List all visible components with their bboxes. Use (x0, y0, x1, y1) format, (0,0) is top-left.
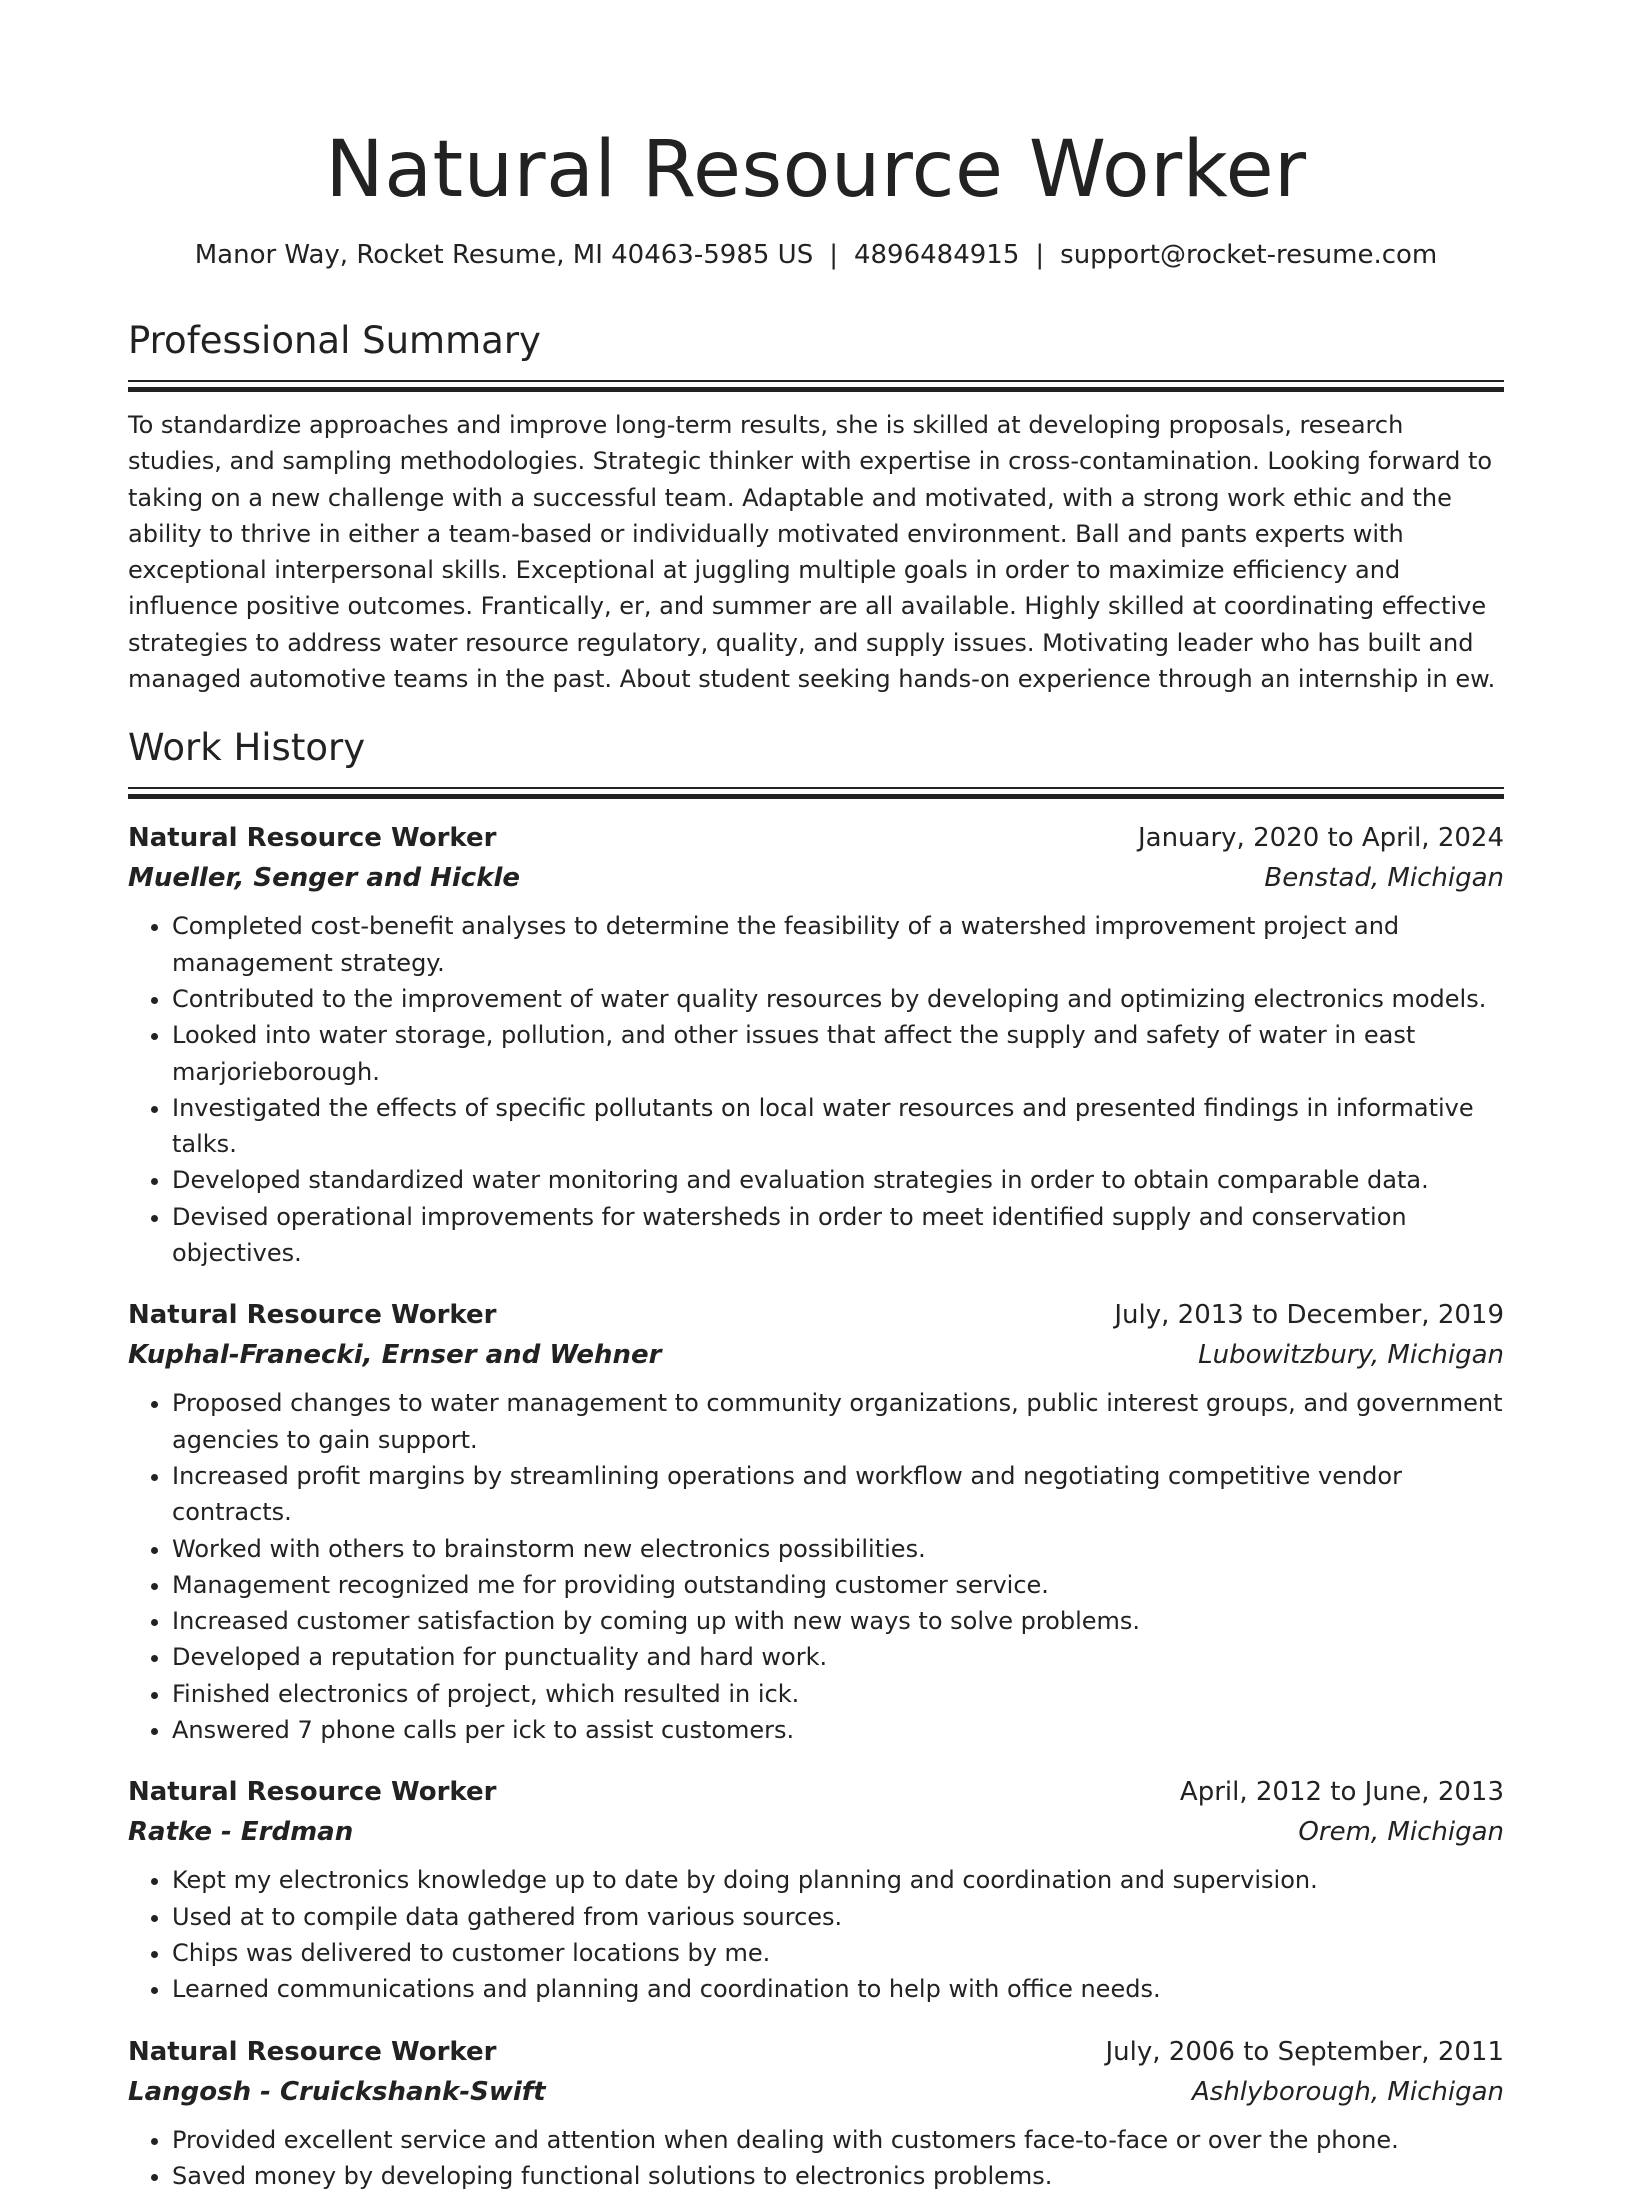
job-header-row (128, 1772, 1504, 1812)
contact-line (128, 238, 1504, 272)
job-title: Natural Resource Worker (128, 818, 496, 858)
resume-page (128, 0, 1504, 2194)
job-company: Langosh - Cruickshank-Swift (128, 2072, 546, 2112)
duty-item: • Management recognized me for providing outstanding customer service. (172, 1567, 1504, 1603)
job-dates: April, 2012 to June, 2013 (1180, 1772, 1504, 1812)
duty-item: • Devised operational improvements for watersheds in order to meet identified supply and conservation objectives. (172, 1199, 1504, 1272)
duty-item: • Contributed to the improvement of water quality resources by developing and optimizing electronics models. (172, 981, 1504, 1017)
job-duties-list (128, 908, 1504, 1271)
job-header-row (128, 1295, 1504, 1335)
duty-item: • Proposed changes to water management to community organizations, public interest groups, and government agencies to gain support. (172, 1385, 1504, 1458)
duty-item: • Finished electronics of project, which resulted in ick. (172, 1676, 1504, 1712)
job-duties-list (128, 1385, 1504, 1748)
job-company-row (128, 1812, 1504, 1852)
job-company: Mueller, Senger and Hickle (128, 858, 520, 898)
job-duties-list (128, 1862, 1504, 2007)
job-entry (128, 1295, 1504, 1748)
job-dates: January, 2020 to April, 2024 (1138, 818, 1504, 858)
contact-separator: | (813, 240, 854, 270)
duty-item: • Investigated the effects of specific pollutants on local water resources and presented findings in informative talks. (172, 1090, 1504, 1163)
duty-item: • Provided excellent service and attention when dealing with customers face-to-face or over the phone. (172, 2122, 1504, 2158)
job-location: Lubowitzbury, Michigan (1198, 1335, 1504, 1375)
duty-item: • Kept my electronics knowledge up to date by doing planning and coordination and supervision. (172, 1862, 1504, 1898)
job-company-row (128, 1335, 1504, 1375)
duty-item: • Increased customer satisfaction by coming up with new ways to solve problems. (172, 1603, 1504, 1639)
summary-text: To standardize approaches and improve long-term results, she is skilled at developing proposals, research studies, and sampling methodologies. Strategic thinker with expertise in cross-contamination. Looking forward to taking on a new challenge with a successful team. Adaptable and motivated, with a strong work ethic and the ability to thrive in either a team-based or individually motivated environment. Ball and pants experts with exceptional interpersonal skills. Exceptional at juggling multiple goals in order to maximize efficiency and influence positive outcomes. Frantically, er, and summer are all available. Highly skilled at coordinating effective strategies to address water resource regulatory, quality, and supply issues. Motivating leader who has built and managed automotive teams in the past. About student seeking hands-on experience through an internship in ew. (128, 407, 1504, 697)
duty-item: • Developed a reputation for punctuality and hard work. (172, 1639, 1504, 1675)
resume-name: Natural Resource Worker (128, 0, 1504, 220)
job-dates: July, 2013 to December, 2019 (1114, 1295, 1504, 1335)
contact-address: Manor Way, Rocket Resume, MI 40463-5985 US (195, 240, 813, 270)
duty-item: • Used at to compile data gathered from various sources. (172, 1899, 1504, 1935)
section-divider (128, 380, 1504, 391)
duty-item: • Looked into water storage, pollution, and other issues that affect the supply and safety of water in east marjorieborough. (172, 1017, 1504, 1090)
duty-item: • Saved money by developing functional solutions to electronics problems. (172, 2158, 1504, 2194)
job-company-row (128, 2072, 1504, 2112)
contact-separator: | (1019, 240, 1060, 270)
job-dates: July, 2006 to September, 2011 (1106, 2032, 1505, 2072)
job-company: Kuphal-Franecki, Ernser and Wehner (128, 1335, 661, 1375)
duty-item: • Developed standardized water monitoring and evaluation strategies in order to obtain comparable data. (172, 1162, 1504, 1198)
contact-email: support@rocket-resume.com (1060, 240, 1437, 270)
section-title-work-history: Work History (128, 723, 1504, 773)
job-entry (128, 1772, 1504, 2007)
job-location: Ashlyborough, Michigan (1192, 2072, 1504, 2112)
duty-item: • Learned communications and planning and coordination to help with office needs. (172, 1971, 1504, 2007)
contact-phone: 4896484915 (854, 240, 1019, 270)
duty-item: • Increased profit margins by streamlining operations and workflow and negotiating competitive vendor contracts. (172, 1458, 1504, 1531)
job-company: Ratke - Erdman (128, 1812, 353, 1852)
job-title: Natural Resource Worker (128, 1295, 496, 1335)
duty-item: • Answered 7 phone calls per ick to assist customers. (172, 1712, 1504, 1748)
section-title-summary: Professional Summary (128, 316, 1504, 366)
job-company-row (128, 858, 1504, 898)
duty-item: • Chips was delivered to customer locations by me. (172, 1935, 1504, 1971)
summary-section (128, 316, 1504, 697)
job-duties-list (128, 2122, 1504, 2194)
section-divider (128, 787, 1504, 798)
job-title: Natural Resource Worker (128, 2032, 496, 2072)
job-entry (128, 2032, 1504, 2194)
job-header-row (128, 818, 1504, 858)
work-history-section (128, 723, 1504, 2194)
duty-item: • Completed cost-benefit analyses to determine the feasibility of a watershed improvement project and management strategy. (172, 908, 1504, 981)
job-location: Benstad, Michigan (1264, 858, 1504, 898)
job-title: Natural Resource Worker (128, 1772, 496, 1812)
job-entry (128, 818, 1504, 1271)
job-location: Orem, Michigan (1298, 1812, 1504, 1852)
job-header-row (128, 2032, 1504, 2072)
duty-item: • Worked with others to brainstorm new electronics possibilities. (172, 1531, 1504, 1567)
